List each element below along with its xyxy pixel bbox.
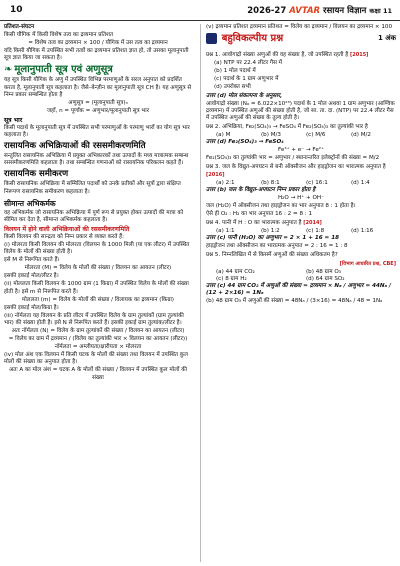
question-text: प्रश्न 4. पानी में H : O का भारात्मक अनुपात है <box>206 220 302 227</box>
section-heading-text: मूलानुपाती सूत्र एवं अणुसूत्र <box>14 64 113 76</box>
mcq-heading <box>206 33 396 49</box>
text-line: किसी विलयन की सान्द्रता को निम्न प्रकार से व्यक्त करते हैं: <box>4 233 125 240</box>
year-tag: [2015] <box>349 52 369 59</box>
formula: H₂O → H⁺ + OH⁻ <box>277 194 325 201</box>
explanation: ऐसे ही O₂ : H₂ का भार अनुपात 16 : 2 = 8 : 1 <box>206 210 313 217</box>
text-line: (ii) मोललता किसी विलयन के 1000 ग्राम (1 किग्रा) में उपस्थित विलेय के मोलों की संख्या होती है। इसे m से निरूपित करते हैं। <box>4 281 189 295</box>
options-row <box>206 132 396 139</box>
question-text: प्रश्न 1. आवोगाद्रो संख्या अणुओं की वह संख्या है, जो उपस्थित रहती है <box>206 52 349 59</box>
answer: उत्तर (c) 44 ग्राम CO₂ में अणुओं की संख्या = द्रव्यमान × Nₐ / अणुभार = 44Nₐ / (12 + 2×16) = 1Nₐ <box>206 282 392 296</box>
text-line: यह सूत्र किसी यौगिक के अणु में उपस्थित विभिन्न परमाणुओं के सरल अनुपात को प्रदर्शित करता है, मूलानुपाती सूत्र कहलाता है। जैसे–बेन्ज़ीन का मूलानुपाती सूत्र CH है। यह अणुसूत्र से निम्न प्रकार सम्बन्धित होता है <box>4 77 192 98</box>
marks-label: 1 अंक <box>377 34 396 43</box>
title-year: 2026-27 <box>247 6 287 16</box>
section-heading <box>4 64 192 76</box>
subject-title: रसायन विज्ञान <box>323 6 367 16</box>
option: (d) M/2 <box>351 132 371 139</box>
explanation: (b) 48 ग्राम O₃ में अणुओं की संख्या = 48Nₐ / (3×16) = 48Nₐ / 48 = 1Nₐ <box>206 298 383 304</box>
text-line: वह अभिकर्मक जो रासायनिक अभिक्रिया में पूर्ण रूप से प्रयुक्त होकर उत्पादों की मात्रा को सीमित कर देता है, सीमान्त अभिकर्मक कहलाता है। <box>4 209 184 223</box>
option: (c) M/6 <box>306 132 326 139</box>
option: (b) 1 मोल पदार्थ में <box>214 68 256 75</box>
option: (d) उपरोक्त सभी <box>214 84 251 91</box>
percent-composition-heading: प्रतिशत-संघटन <box>4 24 35 30</box>
option: (d) 1:4 <box>351 179 370 186</box>
formula: = विलेय का ग्राम में द्रव्यमान / (विलेय का तुल्यांकी भार × विलयन का आयतन (लीटर)) <box>8 336 188 343</box>
formula: Fe³⁺ + e⁻ → Fe²⁺ <box>278 147 324 154</box>
page-header <box>0 0 400 21</box>
text-line: (iii) नॉर्मलता यह विलयन के प्रति लीटर में उपस्थित विलेय के ग्राम तुल्यांकों (ग्राम तुल्यांकी भार) की संख्या होती है। इसे N से निरूपित करते हैं। इसकी इकाई ग्राम तुल्यांक/लीटर है। <box>4 312 184 326</box>
explanation: Fe₂(SO₄)₃ का तुल्यांकी भार = अणुभार / स्थानान्तरित इलेक्ट्रॉनों की संख्या = M/2 <box>206 155 380 162</box>
options-row <box>206 269 396 283</box>
option: (a) 2:1 <box>216 179 235 186</box>
text-line: किसी रासायनिक अभिक्रिया में सम्मिलित पदार्थों को उनके प्रतीकों और सूत्रों द्वारा संक्षिप्त निरूपण रासायनिक समीकरण कहलाता है। <box>4 181 181 195</box>
option: (c) 1:8 <box>306 228 325 235</box>
option: (a) 1:1 <box>216 228 235 235</box>
question: प्रश्न 5. निम्नलिखित में से किसमें अणुओं की संख्या अधिकतम है? <box>206 252 338 259</box>
note-icon <box>206 33 217 44</box>
text-line: (iv) मोल अंश एक विलयन में किसी घटक के मोलों की संख्या तथा विलयन में उपस्थित कुल मोलों की संख्या का अनुपात होता है। <box>4 352 188 366</box>
column-divider <box>200 24 201 562</box>
formula: अतः A का मोल अंश = घटक A के मोलों की संख्या / विलयन में उपस्थित कुल मोलों की संख्या <box>9 367 187 381</box>
question <box>206 220 396 227</box>
question-text: प्रश्न 3. जल के विद्युत-अपघटन से बनी ऑक्सीजन और हाइड्रोजन का भारात्मक अनुपात है <box>206 164 386 171</box>
option: (b) M/3 <box>261 132 281 139</box>
question: प्रश्न 2. अभिक्रिया, Fe₂(SO₄)₃ → FeSO₄ में Fe₂(SO₄)₃ का तुल्यांकी भार है <box>206 123 368 130</box>
option: (b) 8:1 <box>261 179 280 186</box>
formula: अतः नॉर्मलता (N) = विलेय के ग्राम तुल्यांकों की संख्या / विलयन का आयतन (लीटर) <box>11 328 185 334</box>
option: (d) 64 ग्राम SO₂ <box>306 275 345 282</box>
year-tag: [2014] <box>303 220 322 227</box>
option: (c) पदार्थ के 1 ग्राम अणुभार में <box>214 76 279 83</box>
formula: नॉर्मलता = अम्लीयता/क्षारीयता × मोलरता <box>54 344 142 351</box>
option: (d) 1:16 <box>351 228 374 235</box>
option: (c) 8 ग्राम H₂ <box>216 275 247 282</box>
explanation: हाइड्रोजन तथा ऑक्सीजन का भारात्मक अनुपात = 2 : 16 = 1 : 8 <box>206 243 348 250</box>
text-line: इसे M से निरूपित करते हैं। <box>4 257 60 264</box>
section-heading: सीमान्त अभिकर्मक <box>4 198 56 208</box>
formula: मोललता (m) = विलेय के मोलों की संख्या / विलायक का द्रव्यमान (किग्रा) <box>22 296 174 303</box>
text-line: सन्तुलित रासायनिक अभिक्रिया में प्रयुक्त अभिकारकों तथा उत्पादों के मध्य मात्रात्मक सम्बन्ध रससमीकरणमिति कहलाता है। तथा सम्बन्धित गणनाओं को रासायनिक परिकलन कहते हैं। <box>4 153 189 167</box>
option: (b) 48 ग्राम O₃ <box>306 268 341 275</box>
options-row <box>206 180 396 187</box>
answer: उत्तर (d) Fe₂(SO₄)₃ → FeSO₄ <box>206 139 284 146</box>
formula: अणुसूत्र = (मूलानुपाती सूत्र)ₙ <box>68 99 128 106</box>
answer: उत्तर (c) पानी (H₂O) का अणुभार = 2 × 1 + 16 = 18 <box>206 235 339 242</box>
left-column <box>4 24 192 383</box>
running-title <box>247 5 392 16</box>
page-number: 10 <box>10 5 23 15</box>
mcq-title: बहुविकल्पीय प्रश्न <box>221 33 284 45</box>
text-line: (i) मोलरता किसी विलयन की मोलरता (विलयन के 1000 मिली (या एक लीटर) में उपस्थित विलेय के मोलों की संख्या होती है। <box>4 241 190 256</box>
text-line: किसी पदार्थ के मूलानुपाती सूत्र में उपस्थित सभी परमाणुओं के परमाणु भारों का योग सूत्र भार कहलाता है। <box>4 125 190 139</box>
option: (a) M <box>216 132 231 139</box>
section-heading: रासायनिक समीकरण <box>4 169 69 180</box>
right-column <box>206 24 396 306</box>
question <box>206 52 396 59</box>
text-line: यदि किसी यौगिक में उपस्थित सभी तत्वों का द्रव्यमान प्रतिशत ज्ञात हो, तो उसका मूलानुपाती सूत्र ज्ञात किया जा सकता है। <box>4 48 189 62</box>
explanation: आवोगाद्रो संख्या (Nₐ = 6.022×10²³) पदार्थ के 1 मोल अथवा 1 ग्राम अणुभार (आण्विक द्रव्यमान) में उपस्थित अणुओं की संख्या होती है, जो सा. ता. दा. (NTP) पर 22.4 लीटर गैस में उपस्थित अणुओं की संख्या के तुल्य होती है। <box>206 100 395 121</box>
formula: = विशेष तत्व का द्रव्यमान × 100 / यौगिक में उस तत्व का द्रव्यमान <box>28 40 168 47</box>
year-tag: [2016] <box>206 171 225 178</box>
option: (a) NTP पर 22.4 लीटर गैस में <box>214 60 282 67</box>
class-label: कक्षा 11 <box>369 7 392 15</box>
text-line: किसी यौगिक में किसी विशेष तत्व का द्रव्यमान प्रतिशत <box>4 32 114 39</box>
answer: उत्तर (b) जल के विद्युत-अपघटन निम्न प्रकार होता है <box>206 186 316 193</box>
explanation: जल (H₂O) में ऑक्सीजन तथा हाइड्रोजन का भार अनुपात 8 : 1 होता है। <box>206 202 356 209</box>
sub-heading: सूत्र भार <box>4 116 23 124</box>
option: (a) 44 ग्राम CO₂ <box>216 268 255 275</box>
source-tag: [विभाग आधारित प्रश्न, CBE] <box>339 260 396 267</box>
formula: जहाँ, n = पूर्णांक = अणुभार/मूलानुपाती सूत्र भार <box>46 107 150 114</box>
option: (c) 16:1 <box>306 179 328 186</box>
formula: (v) द्रव्यमान प्रतिशत द्रव्यमान प्रतिशत = विलेय का द्रव्यमान / विलयन का द्रव्यमान × 100 <box>206 24 393 30</box>
question <box>206 164 396 178</box>
formula: मोलरता (M) = विलेय के मोलों की संख्या / विलयन का आयतन (लीटर) <box>24 265 172 272</box>
sub-heading: विलयन में होने वाली अभिक्रियाओं की रससमीकरणमिति <box>4 225 130 233</box>
text-line: इसकी इकाई मोल/लीटर है। <box>4 273 59 280</box>
avtar-logo: AVTAR <box>289 6 321 16</box>
option: (b) 1:2 <box>261 228 280 235</box>
leaf-bullet-icon: ❧ <box>4 64 13 76</box>
answer: उत्तर (d) मोल संकल्पना के अनुसार, <box>206 92 283 99</box>
text-line: इसकी इकाई मोल/किग्रा है। <box>4 304 59 311</box>
section-heading: रासायनिक अभिक्रियाओं की रससमीकरणमिति <box>4 141 146 152</box>
